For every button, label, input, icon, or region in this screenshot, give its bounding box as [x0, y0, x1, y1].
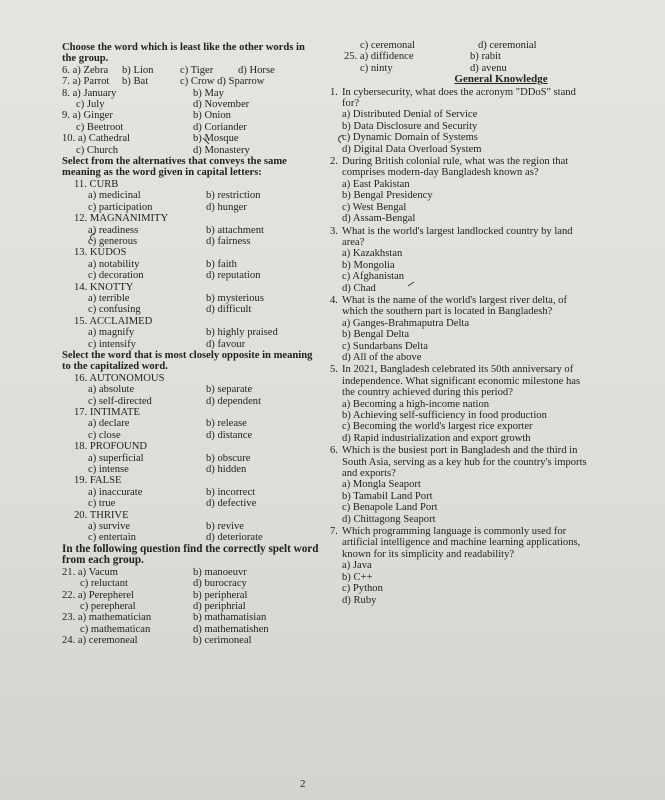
- gk-question-6: [330, 445, 592, 525]
- question-number: 23.: [62, 612, 76, 624]
- question-19: [62, 475, 320, 509]
- question-number: 6.: [330, 445, 338, 457]
- option-c: c) perepheral: [80, 600, 136, 612]
- option-b: b) incorrect: [206, 486, 256, 498]
- option-a: 7. a) Parrot: [62, 76, 110, 88]
- question-18: [62, 441, 320, 475]
- option-b: b) peripheral: [193, 589, 248, 601]
- option-b: b) restriction: [206, 190, 261, 202]
- question-7: [62, 76, 320, 87]
- option-c: c) mathematican: [80, 623, 151, 635]
- right-column: [330, 40, 592, 606]
- question-number: 18.: [74, 441, 88, 453]
- option-d: d) difficult: [206, 304, 252, 316]
- question-21: [62, 567, 320, 590]
- question-number: 2.: [330, 156, 338, 168]
- option-c: c) Tiger: [180, 64, 214, 76]
- option-b: b) release: [206, 418, 247, 430]
- option-c: c) Beetroot: [76, 121, 124, 133]
- option-a: a) absolute: [88, 384, 135, 396]
- option-d: d) Ruby: [342, 594, 377, 606]
- option-c: c) Sundarbans Delta: [342, 340, 428, 352]
- capital-word: FALSE: [89, 475, 122, 487]
- option-a: a) Ginger: [72, 110, 113, 122]
- option-d: d) Rapid industrialization and export growth: [342, 432, 531, 444]
- question-9: [62, 110, 320, 133]
- option-a: a) Kazakhstan: [342, 248, 403, 260]
- option-a: a) inaccurate: [88, 486, 143, 498]
- option-c: c) decoration: [88, 270, 144, 282]
- option-a: a) Vacum: [77, 566, 119, 578]
- option-d: d) deteriorate: [206, 532, 263, 544]
- general-knowledge-title: General Knowledge: [454, 73, 548, 86]
- option-d: d) dependent: [206, 395, 262, 407]
- question-10: [62, 133, 320, 156]
- option-c: c) West Bengal: [342, 201, 407, 213]
- gk-question-2: [330, 156, 592, 224]
- question-number: 17.: [74, 407, 88, 418]
- option-b: b) Bengal Presidency: [342, 190, 433, 202]
- option-c: c) Becoming the world's largest rice exporter: [342, 421, 533, 433]
- question-13: [62, 247, 320, 281]
- question-text: Which is the busiest port in Bangladesh and the third in South Asia, serving as a key hub for the country's imports and exports?: [342, 445, 587, 480]
- option-d: d) Horse: [238, 64, 275, 76]
- question-number: 16.: [74, 372, 88, 384]
- gk-question-1: [330, 87, 592, 155]
- opposite-instruction: Select the word that is most closely opposite in meaning to the capitalized word.: [62, 349, 313, 373]
- question-15: [62, 316, 320, 350]
- option-a: a) Perepherel: [77, 589, 135, 601]
- option-d: d) fairness: [206, 235, 251, 247]
- question-number: 15.: [74, 315, 88, 327]
- question-17: [62, 407, 320, 441]
- question-23: [62, 612, 320, 635]
- question-24: [62, 635, 320, 646]
- option-c: c) Benapole Land Port: [342, 502, 438, 514]
- option-c: c) self-directed: [88, 395, 152, 407]
- option-a: a) terrible: [88, 292, 130, 304]
- option-d: d) avenu: [470, 62, 507, 74]
- option-a: a) Mongla Seaport: [342, 479, 421, 491]
- option-a: a) declare: [88, 418, 130, 430]
- option-b: b) rabit: [470, 51, 501, 63]
- option-d: d) reputation: [206, 270, 261, 282]
- question-number: 5.: [330, 364, 338, 376]
- option-a: a) Distributed Denial of Service: [342, 109, 478, 121]
- option-b: b) cerimoneal: [193, 635, 252, 647]
- option-b: b) separate: [206, 384, 253, 396]
- question-number: 24.: [62, 635, 76, 647]
- option-c: c) Church: [76, 144, 119, 156]
- question-number: 12.: [74, 213, 88, 225]
- option-c: c) confusing: [88, 304, 141, 316]
- option-a: a) survive: [88, 521, 131, 533]
- option-d: d) periphrial: [193, 600, 246, 612]
- option-b: b) Tamabil Land Port: [342, 490, 433, 502]
- option-d: d) burocracy: [193, 578, 247, 590]
- option-c: c) participation: [88, 201, 153, 213]
- option-b: b) Mongolia: [342, 259, 395, 271]
- question-text: What is the name of the world's largest river delta, of which the southern part is located in Bangladesh?: [342, 294, 567, 318]
- option-a: a) ceremoneal: [77, 635, 138, 647]
- option-d: d) hidden: [206, 464, 247, 476]
- capital-word: MAGNANIMITY: [89, 213, 169, 225]
- question-number: 3.: [330, 225, 338, 237]
- capital-word: THRIVE: [89, 509, 129, 521]
- option-a: a) Becoming a high-income nation: [342, 398, 490, 410]
- question-6: [62, 65, 320, 76]
- question-number: 10.: [62, 133, 76, 145]
- option-c: c) ninty: [360, 62, 393, 74]
- option-d: d) Chittagong Seaport: [342, 513, 436, 525]
- option-c: c) close: [88, 429, 121, 441]
- question-14: [62, 282, 320, 316]
- option-c: c) Crow d) Sparrow: [180, 76, 265, 88]
- option-c: c) true: [88, 498, 116, 510]
- capital-word: KUDOS: [89, 247, 127, 259]
- option-a: a) notability: [88, 258, 140, 270]
- option-d: d) distance: [206, 429, 253, 441]
- option-c: c) July: [76, 99, 105, 111]
- option-b: b) faith: [206, 258, 237, 270]
- question-number: 11.: [74, 178, 87, 190]
- question-12: [62, 213, 320, 247]
- option-b: b) mathamatisian: [193, 612, 267, 624]
- gk-question-3: [330, 226, 592, 294]
- question-text: In cybersecurity, what does the acronym "DDoS" stand for?: [342, 86, 576, 110]
- capital-word: INTIMATE: [89, 407, 140, 418]
- question-8: [62, 88, 320, 111]
- option-d: d) All of the above: [342, 351, 422, 363]
- question-number: 13.: [74, 247, 88, 259]
- option-d: d) hunger: [206, 201, 247, 213]
- option-a: a) diffidence: [359, 51, 414, 63]
- question-22: [62, 590, 320, 613]
- least-like-instruction: Choose the word which is least like the other words in the group.: [62, 42, 305, 65]
- option-c: c) generous: [88, 235, 138, 247]
- page-number: 2: [300, 778, 306, 790]
- question-number: 22.: [62, 589, 76, 601]
- option-b: b) obscure: [206, 452, 251, 464]
- option-a: 6. a) Zebra: [62, 64, 109, 76]
- option-c: c) intense: [88, 464, 129, 476]
- question-text: What is the world's largest landlocked country by land area?: [342, 225, 573, 248]
- option-b: b) Onion: [193, 110, 231, 122]
- capital-word: KNOTTY: [89, 281, 134, 293]
- question-16: [62, 373, 320, 407]
- question-number: 4.: [330, 294, 338, 306]
- question-number: 25.: [344, 51, 358, 63]
- option-c: c) Python: [342, 583, 383, 595]
- option-a: a) Cathedral: [77, 133, 130, 145]
- question-11: [62, 179, 320, 213]
- option-c: c) entertain: [88, 532, 136, 544]
- option-d: d) Monastery: [193, 144, 250, 156]
- option-b: b) Data Disclosure and Security: [342, 120, 478, 132]
- option-a: a) January: [72, 87, 117, 99]
- option-d: d) Coriander: [193, 121, 247, 133]
- option-d: d) Chad: [342, 282, 376, 294]
- option-d: d) defective: [206, 498, 257, 510]
- option-b: b) attachment: [206, 224, 264, 236]
- option-d: d) favour: [206, 338, 246, 350]
- option-a: a) East Pakistan: [342, 178, 410, 190]
- capital-word: PROFOUND: [89, 441, 148, 453]
- option-d: d) Assam-Bengal: [342, 213, 416, 225]
- question-number: 21.: [62, 566, 76, 578]
- capital-word: AUTONOMOUS: [89, 372, 165, 384]
- option-b: b) Mosque: [193, 133, 239, 145]
- option-d: d) mathematishen: [193, 623, 269, 635]
- option-a: a) medicinal: [88, 190, 141, 202]
- option-b: b) May: [193, 87, 224, 99]
- option-a: a) superficial: [88, 452, 144, 464]
- option-b: b) C++: [342, 571, 373, 583]
- option-a: a) readiness: [88, 224, 139, 236]
- option-b: b) Lion: [122, 64, 154, 76]
- question-number: 14.: [74, 281, 88, 293]
- option-b: b) Achieving self-sufficiency in food production: [342, 410, 547, 421]
- left-column: [62, 42, 320, 647]
- option-a: a) Java: [342, 560, 372, 572]
- question-24-continued: [330, 40, 592, 51]
- option-c: c) reluctant: [80, 578, 128, 590]
- option-b: b) revive: [206, 521, 244, 533]
- capital-word: ACCLAIMED: [89, 315, 153, 327]
- question-number: 9.: [62, 110, 70, 122]
- option-a: a) mathematician: [77, 612, 152, 624]
- question-25: [330, 51, 592, 74]
- question-number: 20.: [74, 509, 88, 521]
- option-a: a) Ganges-Brahmaputra Delta: [342, 317, 470, 329]
- gk-question-7: [330, 526, 592, 606]
- question-text: During British colonial rule, what was the region that comprises modern-day Bangladesh known as?: [342, 156, 569, 179]
- option-a: a) magnify: [88, 327, 135, 339]
- option-d: d) Digital Data Overload System: [342, 143, 482, 155]
- option-c: c) Dynamic Domain of Systems: [342, 132, 478, 144]
- option-b: b) manoeuvr: [193, 566, 247, 578]
- gk-question-5: [330, 364, 592, 444]
- option-b: b) Bat: [122, 76, 149, 88]
- gk-question-4: [330, 295, 592, 363]
- spelling-instruction: In the following question find the correctly spelt word from each group.: [62, 542, 319, 567]
- question-number: 19.: [74, 475, 88, 487]
- question-number: 1.: [330, 86, 338, 98]
- same-meaning-instruction: Select from the alternatives that conveys the same meaning as the word given in capital letters:: [62, 156, 287, 179]
- option-b: b) Bengal Delta: [342, 329, 410, 341]
- option-c: c) ceremonal: [360, 40, 415, 51]
- question-number: 7.: [330, 526, 338, 538]
- option-c: c) intensify: [88, 338, 136, 350]
- option-d: d) November: [193, 99, 250, 111]
- option-b: b) highly praised: [206, 327, 278, 339]
- capital-word: CURB: [89, 178, 119, 190]
- question-text: In 2021, Bangladesh celebrated its 50th anniversary of independence. What significant economic milestone has the country achieved during this period?: [342, 364, 581, 399]
- question-text: Which programming language is commonly used for artificial intelligence and machine learning applications, known for its simplicity and readability?: [342, 526, 581, 560]
- option-d: d) ceremonial: [478, 40, 537, 51]
- option-b: b) mysterious: [206, 292, 264, 304]
- question-number: 8.: [62, 87, 70, 99]
- option-c: c) Afghanistan: [342, 271, 405, 283]
- question-20: [62, 510, 320, 544]
